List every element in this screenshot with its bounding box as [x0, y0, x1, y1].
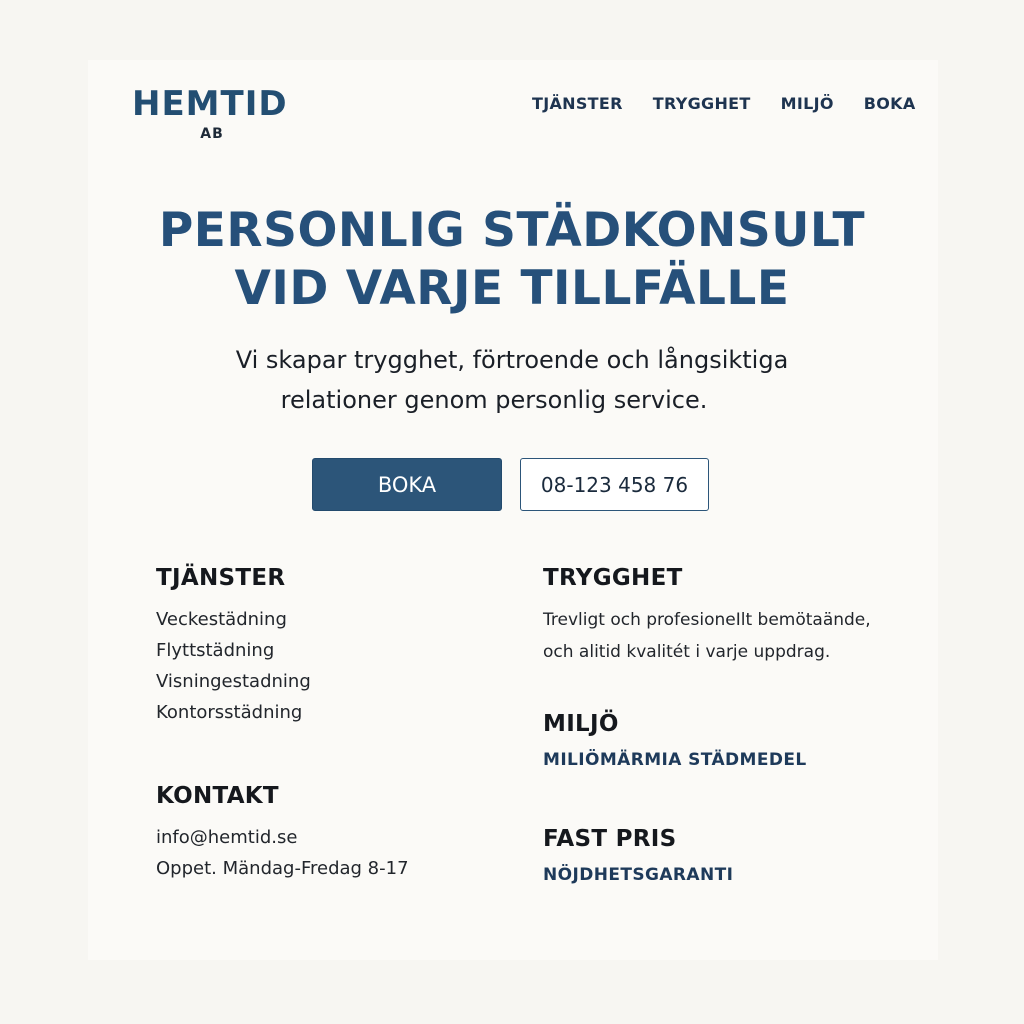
price-section	[543, 825, 733, 885]
hero-subtitle	[0, 340, 1024, 420]
services-list	[156, 604, 311, 728]
nav-item-trygghet[interactable]: TRYGGHET	[652, 94, 751, 113]
hero-subtitle-line-1: Vi skapar trygghet, förtroende och långsiktiga	[235, 346, 789, 374]
safety-heading: TRYGGHET	[543, 565, 683, 591]
nav-item-boka[interactable]: BOKA	[863, 94, 916, 113]
logo[interactable]	[132, 84, 292, 142]
service-item: Flyttstädning	[156, 640, 275, 661]
contact-heading: KONTAKT	[156, 783, 279, 809]
service-item: Visningestadning	[156, 671, 311, 692]
hero-title	[0, 202, 1024, 318]
service-item: Veckestädning	[156, 609, 287, 630]
services-section	[156, 564, 311, 728]
hero-title-line-1: PERSONLIG STÄDKONSULT	[158, 203, 866, 258]
environment-heading: MILJÖ	[543, 711, 619, 737]
safety-line-1: Trevligt och profesioneIlt bemötaände,	[543, 610, 871, 630]
main-nav	[532, 94, 916, 113]
nav-item-tjanster[interactable]: TJÄNSTER	[532, 94, 623, 113]
environment-section	[543, 710, 807, 770]
phone-button[interactable]: 08-123 458 76	[520, 458, 709, 511]
price-tagline: NÖJDHETSGARANTI	[543, 865, 734, 885]
safety-section	[543, 564, 883, 668]
price-heading: FAST PRIS	[543, 826, 677, 852]
contact-hours: Oppet. Mändag-Fredag 8-17	[156, 858, 409, 879]
environment-tagline: MILIÖMÄRMIA STÄDMEDEL	[543, 750, 807, 770]
logo-suffix: AB	[200, 126, 224, 142]
hero-subtitle-line-2: relationer genom personlig service.	[280, 386, 708, 414]
hero-title-line-2: VID VARJE TILLFÄLLE	[234, 261, 790, 316]
contact-section	[156, 782, 409, 884]
contact-details	[156, 822, 409, 884]
services-heading: TJÄNSTER	[156, 565, 286, 591]
nav-item-miljo[interactable]: MILJÖ	[780, 94, 834, 113]
book-button[interactable]: BOKA	[312, 458, 502, 511]
service-item: Kontorsstädning	[156, 702, 303, 723]
logo-name: HEMTID	[132, 84, 288, 124]
safety-text	[543, 604, 883, 668]
contact-email[interactable]: info@hemtid.se	[156, 827, 298, 848]
safety-line-2: och alitid kvalitét i varje uppdrag.	[543, 642, 831, 662]
